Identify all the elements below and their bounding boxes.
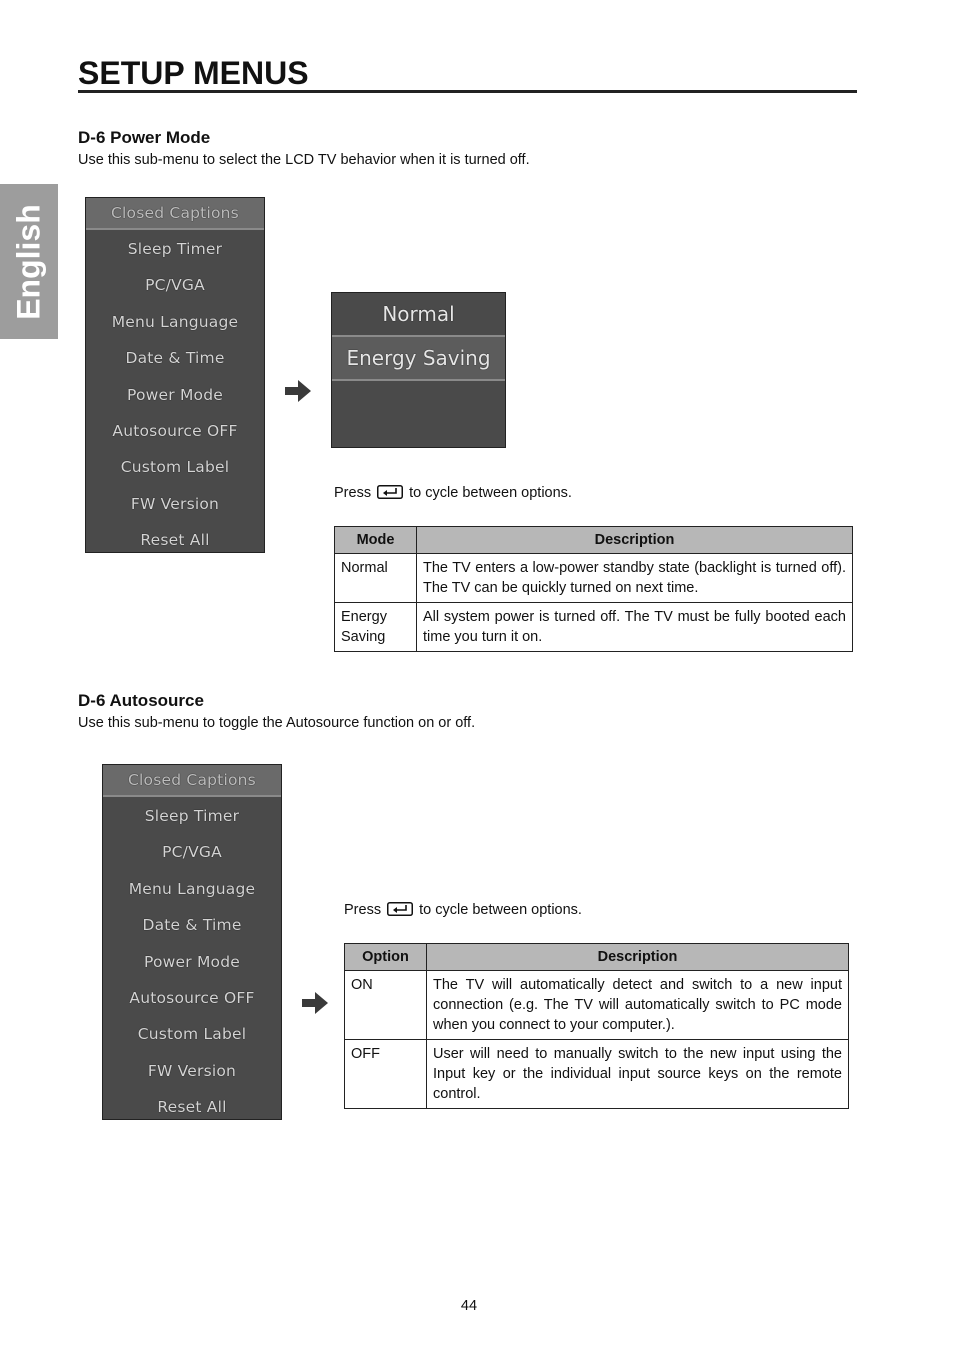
menu-item-pc-vga[interactable]: PC/VGA bbox=[162, 843, 222, 862]
table-header-description: Description bbox=[417, 527, 853, 554]
table-header-mode: Mode bbox=[335, 527, 417, 554]
menu-item-fw-version[interactable]: FW Version bbox=[130, 494, 220, 513]
menu-item-date-time[interactable]: Date & Time bbox=[142, 916, 242, 935]
table-cell-description: The TV will automatically detect and switch to a new input connection (e.g. The TV will automatically switch to PC mode when you connect to your computer.). bbox=[427, 971, 849, 1040]
table-header-description: Description bbox=[427, 944, 849, 971]
table-cell-description: All system power is turned off. The TV must be fully booted each time you turn it on. bbox=[417, 603, 853, 652]
press-text: Press bbox=[344, 902, 382, 918]
menu-item-closed-captions[interactable]: Closed Captions bbox=[86, 198, 264, 230]
press-text: Press bbox=[334, 485, 372, 501]
table-cell-option: OFF bbox=[345, 1040, 427, 1109]
press-suffix-text: to cycle between options. bbox=[409, 485, 572, 501]
press-suffix-text: to cycle between options. bbox=[419, 902, 582, 918]
menu-item-pc-vga[interactable]: PC/VGA bbox=[145, 276, 205, 295]
language-tab-label: English bbox=[10, 203, 47, 320]
right-arrow-icon bbox=[285, 380, 311, 402]
option-energy-saving[interactable]: Energy Saving bbox=[332, 337, 505, 379]
menu-item-reset-all[interactable]: Reset All bbox=[140, 531, 210, 550]
table-header-option: Option bbox=[345, 944, 427, 971]
menu-item-fw-version[interactable]: FW Version bbox=[147, 1061, 237, 1080]
table-row bbox=[335, 603, 853, 652]
menu-item-autosource[interactable]: Autosource OFF bbox=[112, 421, 238, 440]
page-title: SETUP MENUS bbox=[78, 56, 857, 93]
autosource-heading: D-6 Autosource bbox=[78, 691, 204, 710]
power-mode-press-hint bbox=[334, 484, 572, 502]
table-cell-description: The TV enters a low-power standby state (backlight is turned off). The TV can be quickly turned on next time. bbox=[417, 554, 853, 603]
menu-item-custom-label[interactable]: Custom Label bbox=[120, 458, 230, 477]
right-arrow-icon bbox=[302, 992, 328, 1014]
autosource-table bbox=[344, 943, 849, 1109]
menu-item-power-mode[interactable]: Power Mode bbox=[126, 385, 224, 404]
table-row bbox=[335, 554, 853, 603]
menu-item-menu-language[interactable]: Menu Language bbox=[128, 879, 256, 898]
table-row bbox=[345, 1040, 849, 1109]
autosource-press-hint bbox=[344, 901, 582, 919]
power-mode-options bbox=[331, 292, 506, 448]
menu-item-reset-all[interactable]: Reset All bbox=[157, 1098, 227, 1117]
option-normal[interactable]: Normal bbox=[382, 302, 455, 326]
table-cell-description: User will need to manually switch to the new input using the Input key or the individual input source keys on the remote control. bbox=[427, 1040, 849, 1109]
table-cell-mode: Normal bbox=[335, 554, 417, 603]
menu-item-autosource[interactable]: Autosource OFF bbox=[129, 988, 255, 1007]
page-number: 44 bbox=[460, 1298, 478, 1314]
power-mode-description: Use this sub-menu to select the LCD TV behavior when it is turned off. bbox=[78, 152, 530, 168]
setup-menu-power bbox=[85, 197, 265, 553]
menu-item-date-time[interactable]: Date & Time bbox=[125, 349, 225, 368]
menu-item-custom-label[interactable]: Custom Label bbox=[137, 1025, 247, 1044]
option-divider bbox=[332, 379, 505, 381]
power-mode-table bbox=[334, 526, 853, 652]
menu-item-power-mode[interactable]: Power Mode bbox=[143, 952, 241, 971]
power-mode-heading: D-6 Power Mode bbox=[78, 128, 211, 147]
menu-item-menu-language[interactable]: Menu Language bbox=[111, 312, 239, 331]
menu-item-sleep-timer[interactable]: Sleep Timer bbox=[144, 807, 240, 825]
enter-key-icon bbox=[377, 485, 403, 499]
menu-item-closed-captions[interactable]: Closed Captions bbox=[103, 765, 281, 797]
setup-menu-autosource bbox=[102, 764, 282, 1120]
autosource-description: Use this sub-menu to toggle the Autosource function on or off. bbox=[78, 715, 476, 731]
enter-key-icon bbox=[387, 902, 413, 916]
language-tab bbox=[0, 184, 58, 339]
menu-item-sleep-timer[interactable]: Sleep Timer bbox=[127, 240, 223, 258]
table-cell-mode: Energy Saving bbox=[335, 603, 417, 652]
table-row bbox=[345, 971, 849, 1040]
table-cell-option: ON bbox=[345, 971, 427, 1040]
